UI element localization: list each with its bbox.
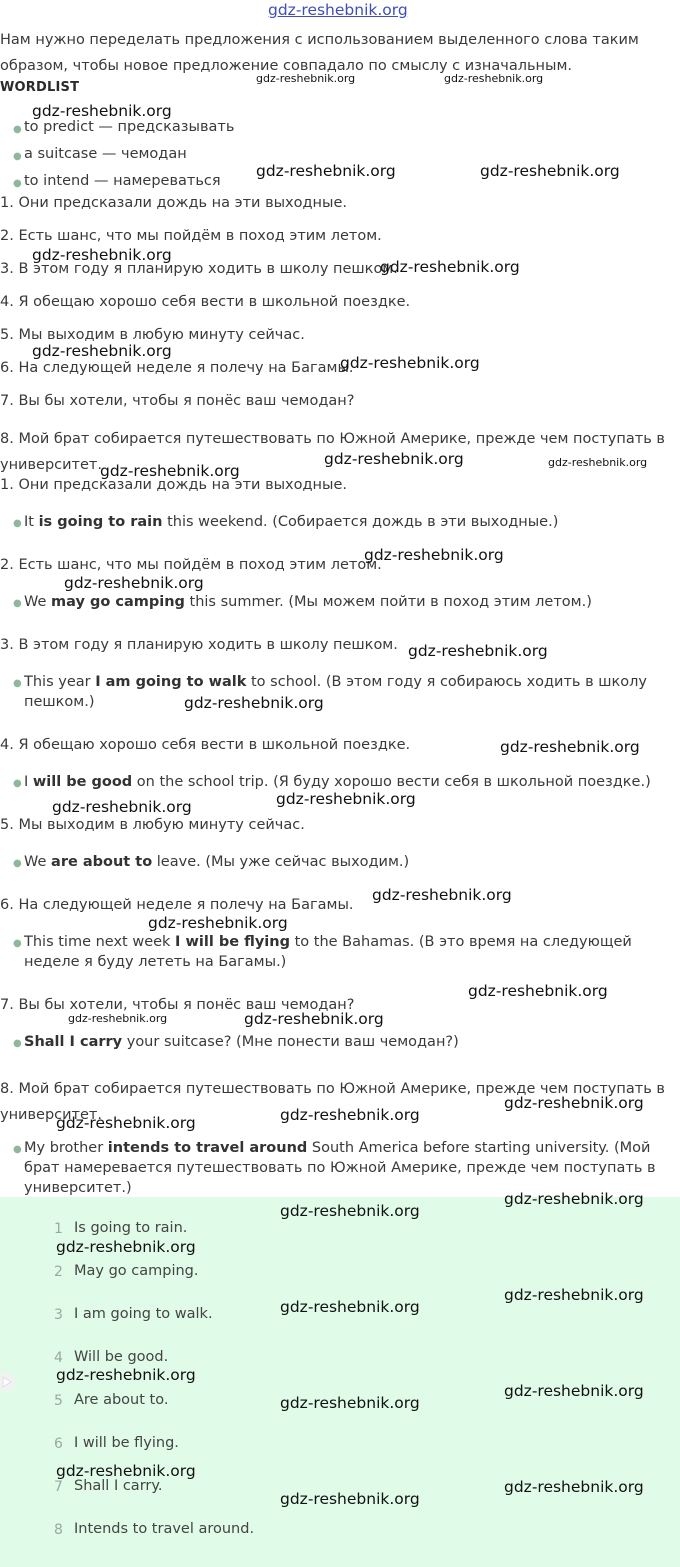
answer-key-number: 1 <box>54 1221 63 1237</box>
question-item: 4. Я обещаю хорошо себя вести в школьной поездке. <box>0 294 411 310</box>
bullet-icon: ● <box>13 124 22 135</box>
watermark: gdz-reshebnik.org <box>280 1202 420 1220</box>
question-item: 7. Вы бы хотели, чтобы я понёс ваш чемодан? <box>0 393 355 409</box>
watermark: gdz-reshebnik.org <box>504 1382 644 1400</box>
watermark: gdz-reshebnik.org <box>444 72 544 85</box>
answer-question: 3. В этом году я планирую ходить в школу пешком. <box>0 637 398 653</box>
answer-key-text: I will be flying. <box>74 1435 179 1451</box>
watermark: gdz-reshebnik.org <box>548 456 648 469</box>
answer-key-number: 7 <box>54 1479 63 1495</box>
wordlist-item: to intend — намереваться <box>24 173 221 189</box>
watermark: gdz-reshebnik.org <box>504 1094 644 1112</box>
watermark: gdz-reshebnik.org <box>100 462 240 480</box>
bullet-icon: ● <box>13 678 22 689</box>
watermark: gdz-reshebnik.org <box>500 738 640 756</box>
watermark: gdz-reshebnik.org <box>56 1462 196 1480</box>
question-item: 3. В этом году я планирую ходить в школу пешком. <box>0 261 398 277</box>
bullet-icon: ● <box>13 938 22 949</box>
watermark: gdz-reshebnik.org <box>256 162 396 180</box>
question-item: 5. Мы выходим в любую минуту сейчас. <box>0 327 305 343</box>
answer-text: This year I am going to walk to school. (В этом году я собираюсь ходить в школу пешком.) <box>24 674 647 710</box>
answer-key-text: Shall I carry. <box>74 1478 163 1494</box>
watermark: gdz-reshebnik.org <box>256 72 356 85</box>
watermark: gdz-reshebnik.org <box>56 1238 196 1256</box>
answer-text: Shall I carry your suitcase? (Мне понести ваш чемодан?) <box>24 1034 459 1050</box>
answer-key-text: Are about to. <box>74 1392 169 1408</box>
bullet-icon: ● <box>13 598 22 609</box>
answer-key-text: Will be good. <box>74 1349 169 1365</box>
answer-question: 1. Они предсказали дождь на эти выходные. <box>0 477 347 493</box>
watermark: gdz-reshebnik.org <box>504 1190 644 1208</box>
play-icon[interactable] <box>0 1372 18 1392</box>
watermark: gdz-reshebnik.org <box>280 1394 420 1412</box>
answer-text: My brother intends to travel around South America before starting university. (Мой брат намеревается путешествовать по Южной Америке, прежде чем поступать в университет.) <box>24 1140 656 1196</box>
bullet-icon: ● <box>13 151 22 162</box>
answer-key-text: Intends to travel around. <box>74 1521 255 1537</box>
question-item: 2. Есть шанс, что мы пойдём в поход этим летом. <box>0 228 382 244</box>
bullet-icon: ● <box>13 178 22 189</box>
watermark: gdz-reshebnik.org <box>340 354 480 372</box>
watermark: gdz-reshebnik.org <box>504 1478 644 1496</box>
watermark: gdz-reshebnik.org <box>480 162 620 180</box>
bullet-icon: ● <box>13 1038 22 1049</box>
watermark: gdz-reshebnik.org <box>56 1114 196 1132</box>
watermark: gdz-reshebnik.org <box>280 1106 420 1124</box>
answer-text: We may go camping this summer. (Мы можем пойти в поход этим летом.) <box>24 594 592 610</box>
watermark: gdz-reshebnik.org <box>32 102 172 120</box>
answer-key-text: Is going to rain. <box>74 1220 188 1236</box>
answer-key-number: 6 <box>54 1436 63 1452</box>
answer-key-text: May go camping. <box>74 1263 199 1279</box>
answer-question: 8. Мой брат собирается путешествовать по Южной Америке, прежде чем поступать в университет. <box>0 1081 665 1123</box>
answer-key-number: 8 <box>54 1522 63 1538</box>
answer-key-number: 2 <box>54 1264 63 1280</box>
watermark: gdz-reshebnik.org <box>68 1012 168 1025</box>
wordlist-item: to predict — предсказывать <box>24 119 235 135</box>
answer-question: 5. Мы выходим в любую минуту сейчас. <box>0 817 305 833</box>
answer-text: This time next week I will be flying to the Bahamas. (В это время на следующей неделе я буду лететь на Багамы.) <box>24 934 632 970</box>
wordlist-title: WORDLIST <box>0 80 80 95</box>
answer-text: I will be good on the school trip. (Я буду хорошо вести себя в школьной поездке.) <box>24 774 651 790</box>
watermark-link[interactable]: gdz-reshebnik.org <box>268 1 408 19</box>
bullet-icon: ● <box>13 778 22 789</box>
answer-key-text: I am going to walk. <box>74 1306 213 1322</box>
question-item: 8. Мой брат собирается путешествовать по Южной Америке, прежде чем поступать в университет. <box>0 431 665 473</box>
answer-key-number: 4 <box>54 1350 63 1366</box>
answer-text: We are about to leave. (Мы уже сейчас выходим.) <box>24 854 410 870</box>
watermark: gdz-reshebnik.org <box>380 258 520 276</box>
watermark: gdz-reshebnik.org <box>52 798 192 816</box>
watermark: gdz-reshebnik.org <box>324 450 464 468</box>
watermark: gdz-reshebnik.org <box>32 342 172 360</box>
watermark: gdz-reshebnik.org <box>468 982 608 1000</box>
task-intro: Нам нужно переделать предложения с использованием выделенного слова таким образом, чтобы новое предложение совпадало по смыслу с изначальным. <box>0 32 639 74</box>
question-item: 6. На следующей неделе я полечу на Багамы. <box>0 360 354 376</box>
question-item: 1. Они предсказали дождь на эти выходные. <box>0 195 347 211</box>
bullet-icon: ● <box>13 858 22 869</box>
answer-question: 7. Вы бы хотели, чтобы я понёс ваш чемодан? <box>0 997 355 1013</box>
answer-key-number: 5 <box>54 1393 63 1409</box>
watermark: gdz-reshebnik.org <box>56 1366 196 1384</box>
watermark: gdz-reshebnik.org <box>148 914 288 932</box>
watermark: gdz-reshebnik.org <box>280 1298 420 1316</box>
watermark: gdz-reshebnik.org <box>364 546 504 564</box>
bullet-icon: ● <box>13 1144 22 1155</box>
watermark: gdz-reshebnik.org <box>64 574 204 592</box>
watermark: gdz-reshebnik.org <box>244 1010 384 1028</box>
answer-question: 2. Есть шанс, что мы пойдём в поход этим летом. <box>0 557 382 573</box>
wordlist-item: a suitcase — чемодан <box>24 146 187 162</box>
watermark: gdz-reshebnik.org <box>184 694 324 712</box>
watermark: gdz-reshebnik.org <box>408 642 548 660</box>
watermark: gdz-reshebnik.org <box>372 886 512 904</box>
watermark: gdz-reshebnik.org <box>504 1286 644 1304</box>
watermark: gdz-reshebnik.org <box>276 790 416 808</box>
watermark: gdz-reshebnik.org <box>32 246 172 264</box>
answer-key-number: 3 <box>54 1307 63 1323</box>
answer-text: It is going to rain this weekend. (Собирается дождь в эти выходные.) <box>24 514 559 530</box>
answer-question: 4. Я обещаю хорошо себя вести в школьной поездке. <box>0 737 411 753</box>
answer-question: 6. На следующей неделе я полечу на Багамы. <box>0 897 354 913</box>
watermark: gdz-reshebnik.org <box>280 1490 420 1508</box>
bullet-icon: ● <box>13 518 22 529</box>
